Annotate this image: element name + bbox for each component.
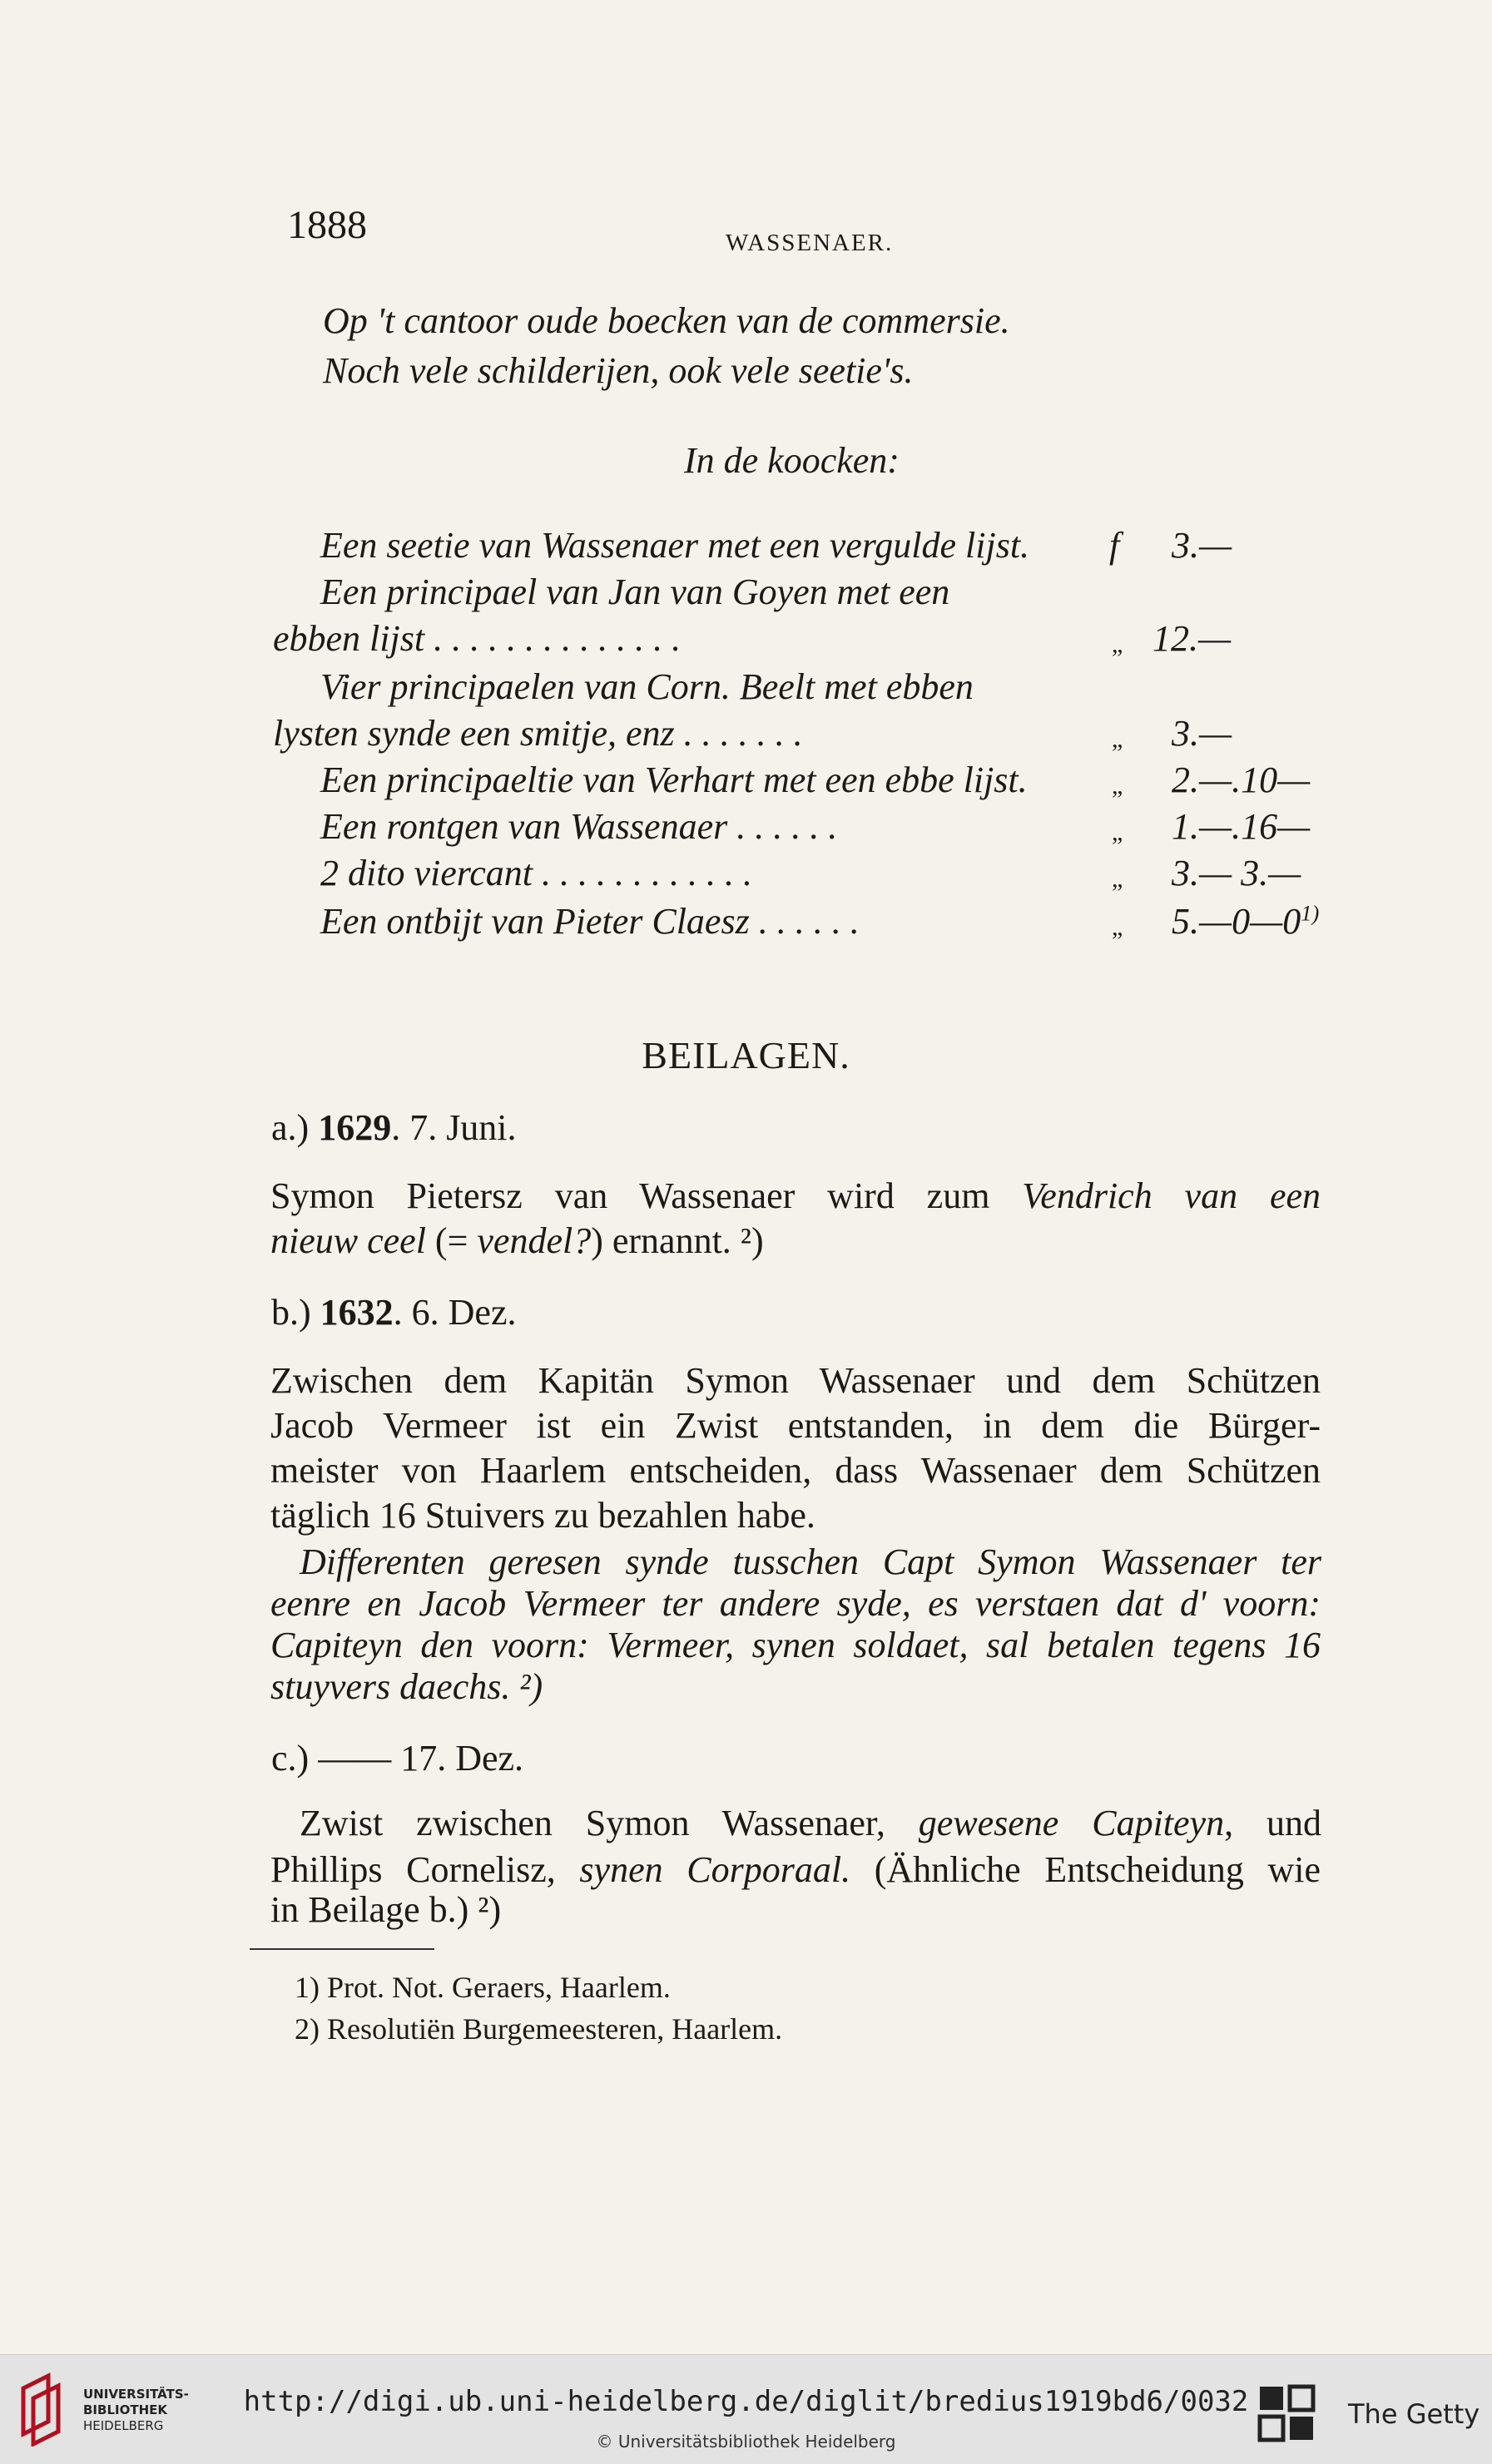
footnote-ref-1: 1) — [1301, 900, 1320, 926]
entry-c-text-1-end: , und — [1224, 1803, 1321, 1843]
entry-a-date: . 7. Juni. — [391, 1107, 517, 1148]
entry-a-label: a.) — [271, 1107, 310, 1148]
entry-b-heading — [271, 1291, 517, 1333]
footnote-divider — [250, 1948, 434, 1950]
inventory-line-5: lysten synde een smitje, enz . . . . . . . — [273, 713, 803, 754]
inventory-line-4: Vier principaelen van Corn. Beelt met ebben — [320, 666, 974, 707]
entry-c-dash: —— — [318, 1738, 392, 1779]
entry-c-line-1 — [300, 1802, 1321, 1844]
entry-a-line-2 — [270, 1220, 764, 1262]
inventory-line-3: ebben lijst . . . . . . . . . . . . . . — [273, 618, 682, 659]
inventory-mark-3: „ — [1112, 631, 1123, 658]
copyright-notice: © Universitätsbibliothek Heidelberg — [596, 2432, 896, 2452]
entry-b-dutch-1: Differenten geresen synde tusschen Capt Symon Wassenaer ter — [300, 1541, 1321, 1582]
getty-label: The Getty — [1348, 2398, 1480, 2430]
entry-b-year: 1632 — [320, 1292, 394, 1333]
inventory-mark-9: „ — [1112, 913, 1123, 941]
entry-a-end: ) ernannt. ²) — [591, 1220, 764, 1261]
entry-c-text-2: Phillips Cornelisz, — [270, 1849, 580, 1890]
permalink-url[interactable]: http://digi.ub.uni-heidelberg.de/diglit/bredius1919bd6/0032 — [243, 2385, 1249, 2418]
entry-a-line-1 — [270, 1175, 1321, 1217]
entry-b-label: b.) — [271, 1292, 311, 1333]
inventory-amount-9-value: 5.—0—0 — [1172, 901, 1301, 942]
inventory-mark-7: „ — [1112, 819, 1123, 846]
footnote-1: 1) Prot. Not. Geraers, Haarlem. — [295, 1971, 671, 2004]
entry-c-text-1: Zwist zwischen Symon Wassenaer, — [300, 1803, 919, 1843]
inventory-mark-5: „ — [1112, 725, 1123, 753]
intro-line-2: Noch vele schilderijen, ook vele seetie's. — [323, 350, 914, 391]
inventory-mark-8: „ — [1112, 865, 1123, 893]
entry-c-label: c.) — [271, 1738, 310, 1779]
entry-a-text: Symon Pietersz van Wassenaer wird zum — [270, 1175, 1023, 1216]
entry-a-year: 1629 — [318, 1107, 392, 1148]
entry-a-italic: Vendrich van een — [1022, 1175, 1321, 1216]
inventory-line-8: 2 dito viercant . . . . . . . . . . . . — [320, 853, 752, 893]
getty-logo-icon — [1257, 2383, 1316, 2443]
entry-b-dutch-3: Capiteyn den voorn: Vermeer, synen soldaet, sal betalen tegens 16 — [270, 1625, 1321, 1665]
inventory-line-7: Een rontgen van Wassenaer . . . . . . — [320, 806, 838, 847]
library-name-line-3: HEIDELBERG — [83, 2418, 164, 2433]
entry-c-line-3: in Beilage b.) ²) — [270, 1889, 502, 1930]
entry-c-text-2-end: (Ähnliche Entscheidung wie — [850, 1849, 1321, 1890]
inventory-line-6: Een principaeltie van Verhart met een ebbe lijst. — [320, 759, 1028, 800]
library-name-line-2: BIBLIOTHEK — [83, 2402, 167, 2417]
entry-a-mid: (= — [425, 1220, 478, 1261]
entry-c-heading — [271, 1737, 523, 1779]
inventory-amount-1: 3.— — [1172, 525, 1232, 566]
section-title: In de koocken: — [684, 440, 900, 481]
entry-c-line-2 — [270, 1848, 1321, 1891]
entry-b-german-4: täglich 16 Stuivers zu bezahlen habe. — [270, 1495, 815, 1536]
inventory-amount-7: 1.—.16— — [1172, 806, 1311, 847]
page-number: 1888 — [287, 203, 367, 247]
inventory-amount-6: 2.—.10— — [1172, 759, 1311, 800]
entry-a-heading — [271, 1106, 517, 1149]
inventory-amount-9 — [1172, 900, 1319, 943]
entry-b-german-3: meister von Haarlem entscheiden, dass Wassenaer dem Schützen — [270, 1450, 1321, 1491]
library-name-line-1: UNIVERSITÄTS- — [83, 2387, 189, 2402]
entry-a-italic-2: nieuw ceel — [270, 1220, 426, 1261]
inventory-mark-6: „ — [1112, 772, 1123, 799]
inventory-mark-1: f — [1109, 525, 1120, 566]
entry-b-german-1: Zwischen dem Kapitän Symon Wassenaer und dem Schützen — [270, 1360, 1321, 1401]
beilagen-heading: BEILAGEN. — [642, 1034, 850, 1076]
inventory-amount-5: 3.— — [1172, 713, 1232, 754]
viewer-footer — [0, 2354, 1492, 2464]
entry-a-italic-3: vendel? — [477, 1220, 592, 1261]
inventory-amount-8: 3.— 3.— — [1172, 853, 1301, 893]
entry-c-italic-1: gewesene Capiteyn — [918, 1803, 1225, 1843]
inventory-line-2: Een principael van Jan van Goyen met een — [320, 571, 950, 612]
inventory-line-1: Een seetie van Wassenaer met een vergulde lijst. — [320, 525, 1030, 566]
running-head: WASSENAER. — [726, 230, 894, 256]
entry-b-dutch-4: stuyvers daechs. ²) — [270, 1666, 543, 1707]
footnote-2: 2) Resolutiën Burgemeesteren, Haarlem. — [295, 2012, 783, 2046]
entry-c-italic-2: synen Corporaal. — [579, 1849, 851, 1890]
entry-c-date: 17. Dez. — [400, 1738, 524, 1779]
intro-line-1: Op 't cantoor oude boecken van de commersie. — [323, 300, 1010, 341]
entry-b-german-2: Jacob Vermeer ist ein Zwist entstanden, in dem die Bürger- — [270, 1405, 1321, 1446]
inventory-amount-3: 12.— — [1152, 618, 1232, 659]
inventory-line-9: Een ontbijt van Pieter Claesz . . . . . . — [320, 901, 860, 942]
entry-b-date: . 6. Dez. — [393, 1292, 517, 1333]
entry-b-dutch-2: eenre en Jacob Vermeer ter andere syde, es verstaen dat d' voorn: — [270, 1583, 1321, 1624]
